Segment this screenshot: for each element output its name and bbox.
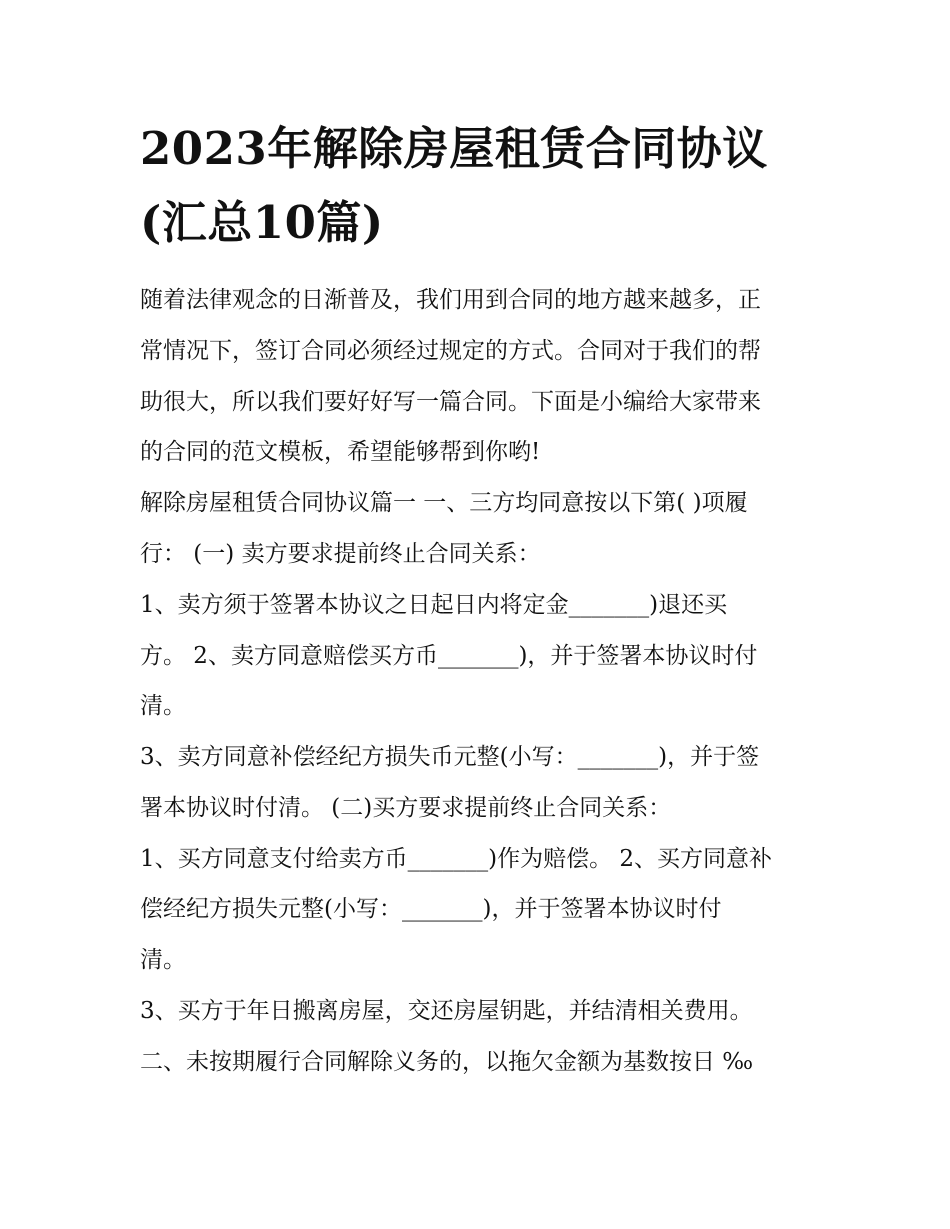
body-text-line: 随着法律观念的日渐普及，我们用到合同的地方越来越多，正 bbox=[140, 287, 761, 313]
body-text-line: 3、卖方同意补偿经纪方损失币元整(小写：_______)，并于签 bbox=[140, 744, 760, 770]
document-title-line-1: 2023年解除房屋租赁合同协议 bbox=[140, 122, 768, 175]
body-text-line: 偿经纪方损失元整(小写：_______)，并于签署本协议时付 bbox=[140, 896, 722, 922]
body-text-line: 署本协议时付清。 (二)买方要求提前终止合同关系： bbox=[140, 795, 672, 821]
body-text-line: 3、买方于年日搬离房屋，交还房屋钥匙，并结清相关费用。 bbox=[140, 998, 753, 1024]
body-text-line: 二、未按期履行合同解除义务的，以拖欠金额为基数按日 ‰ bbox=[140, 1049, 754, 1075]
body-text-line: 清。 bbox=[140, 947, 186, 973]
body-text-line: 的合同的范文模板，希望能够帮到你哟! bbox=[140, 439, 541, 465]
body-text-line: 清。 bbox=[140, 693, 186, 719]
body-text-line: 1、卖方须于签署本协议之日起日内将定金_______)退还买 bbox=[140, 592, 728, 618]
body-text-line: 常情况下，签订合同必须经过规定的方式。合同对于我们的帮 bbox=[140, 338, 761, 364]
body-text-line: 助很大，所以我们要好好写一篇合同。下面是小编给大家带来 bbox=[140, 389, 761, 415]
document-title-line-2: (汇总10篇) bbox=[140, 196, 384, 249]
body-text-line: 1、买方同意支付给卖方币_______)作为赔偿。 2、买方同意补 bbox=[140, 846, 773, 872]
body-text-line: 方。 2、卖方同意赔偿买方币_______)，并于签署本协议时付 bbox=[140, 643, 758, 669]
body-text-line: 行： (一) 卖方要求提前终止合同关系： bbox=[140, 541, 541, 567]
body-text-line: 解除房屋租赁合同协议篇一 一、三方均同意按以下第( )项履 bbox=[140, 490, 748, 516]
